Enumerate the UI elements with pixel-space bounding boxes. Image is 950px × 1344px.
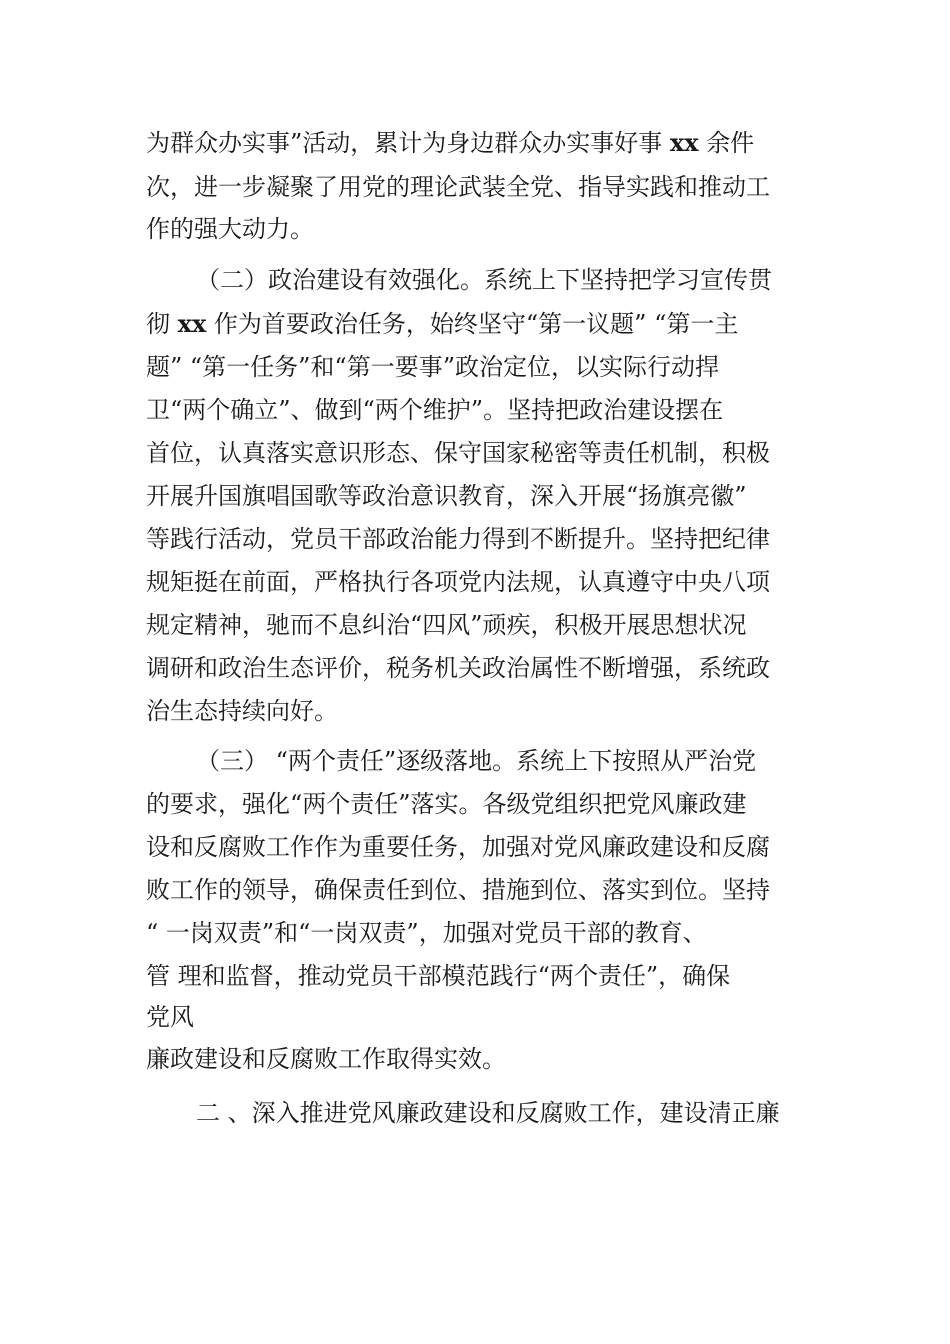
text-line: 管 理和监督，推动党员干部模范践行“两个责任”，确保 (146, 962, 731, 990)
text-line: 卫“两个确立”、做到“两个维护”。坚持把政治建设摆在 (146, 396, 724, 424)
text-line: 的要求，强化“两个责任”落实。各级党组织把党风廉政建 (146, 790, 747, 818)
text-line: 等践行活动，党员干部政治能力得到不断提升。坚持把纪律 (146, 525, 770, 553)
text-line: “ 一岗双责”和“一岗双责”，加强对党员干部的教育、 (146, 919, 707, 947)
text-line: 廉政建设和反腐败工作取得实效。 (146, 1045, 506, 1073)
text-line: 规定精神，驰而不息纠治“四风”顽疾，积极开展思想状况 (146, 611, 747, 639)
paragraph-heading-line: （三） “两个责任”逐级落地。系统上下按照从严治党 (196, 747, 757, 775)
text-line: 开展升国旗唱国歌等政治意识教育，深入开展“扬旗亮徽” (146, 482, 747, 510)
text-line: 规矩挺在前面，严格执行各项党内法规，认真遵守中央八项 (146, 568, 770, 596)
text-line: 作的强大动力。 (146, 215, 314, 243)
text-line: 次，进一步凝聚了用党的理论武装全党、指导实践和推动工 (146, 173, 770, 201)
text-line: 彻 xx 作为首要政治任务，始终坚守“第一议题” “第一主 (146, 309, 739, 338)
text-line: 为群众办实事”活动，累计为身边群众办实事好事 xx 余件 (146, 128, 755, 157)
text-line: 治生态持续向好。 (146, 697, 338, 725)
paragraph-heading-line: （二）政治建设有效强化。系统上下坚持把学习宣传贯 (196, 266, 772, 294)
text-line: 调研和政治生态评价，税务机关政治属性不断增强，系统政 (146, 654, 770, 682)
section-heading-line: 二 、深入推进党风廉政建设和反腐败工作，建设清正廉 (196, 1099, 780, 1127)
placeholder-text: xx (669, 128, 699, 157)
text-line: 首位，认真落实意识形态、保守国家秘密等责任机制，积极 (146, 439, 770, 467)
placeholder-text: xx (177, 309, 207, 338)
text-line: 党风 (146, 1003, 194, 1031)
text-line: 设和反腐败工作作为重要任务，加强对党风廉政建设和反腐 (146, 833, 770, 861)
text-line: 题” “第一任务”和“第一要事”政治定位，以实际行动捍 (146, 353, 719, 381)
text-line: 败工作的领导，确保责任到位、措施到位、落实到位。坚持 (146, 876, 770, 904)
